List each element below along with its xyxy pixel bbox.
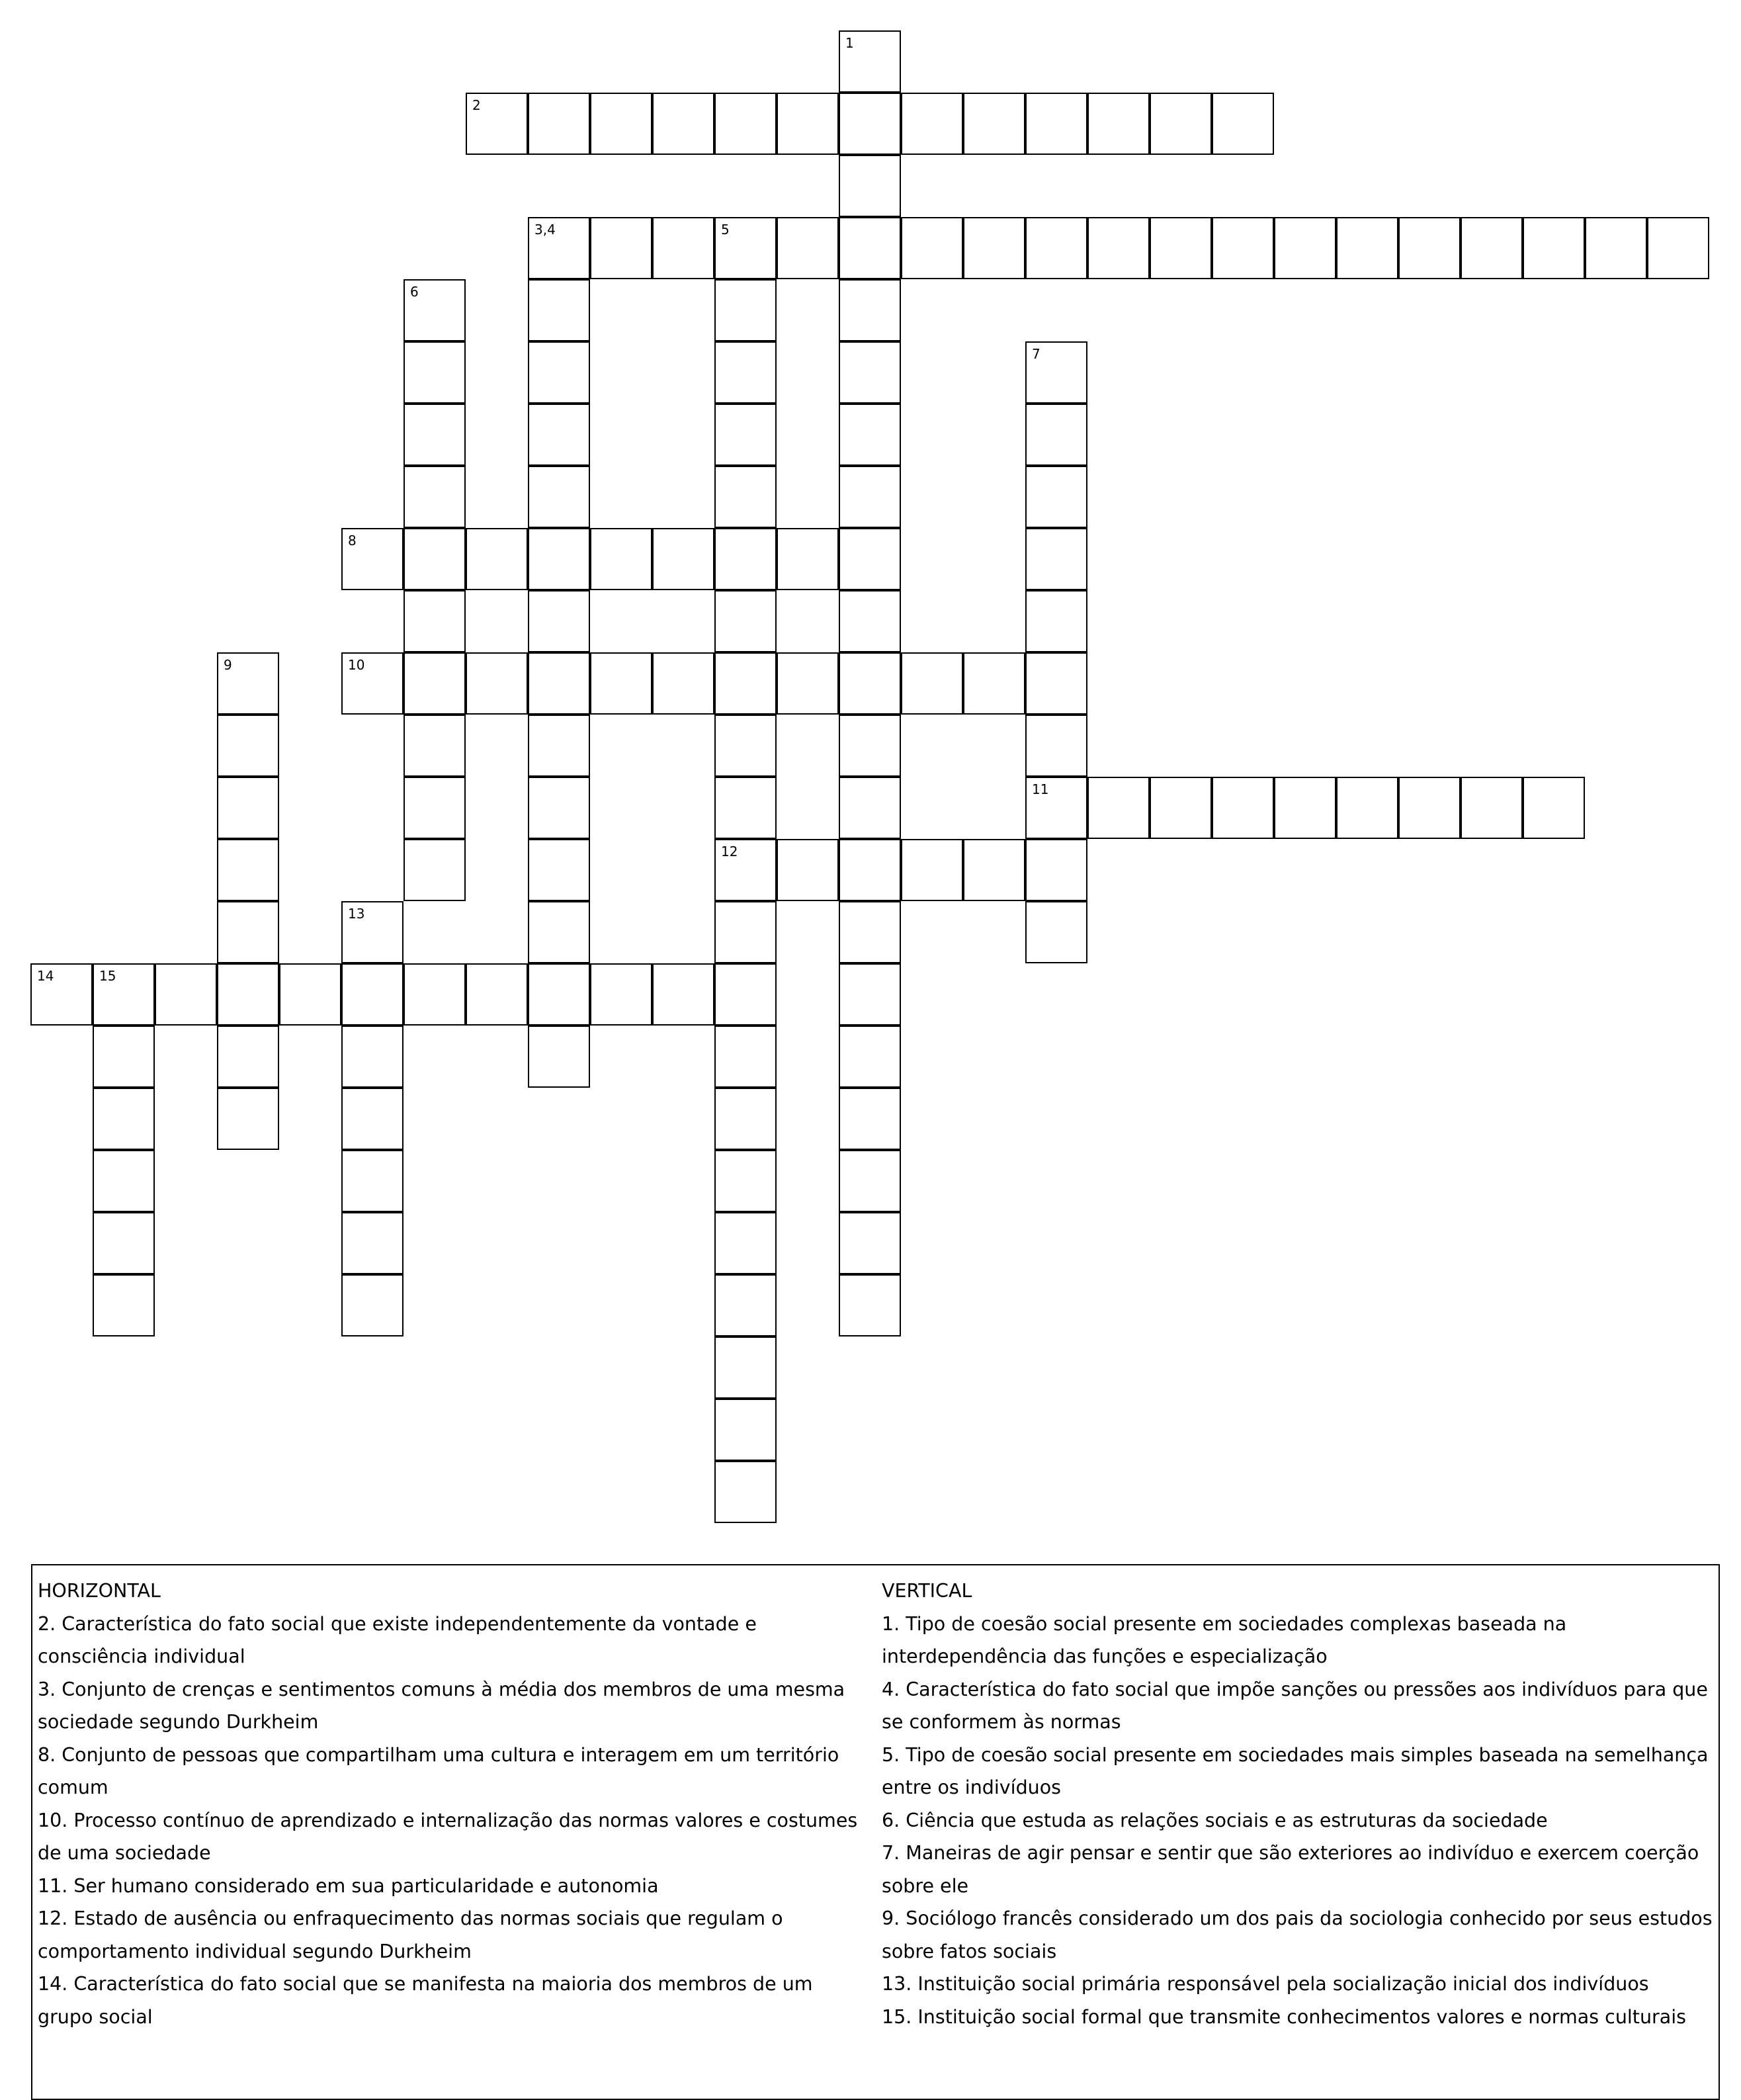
grid-cell[interactable] [341, 1150, 403, 1212]
grid-cell[interactable] [1025, 466, 1087, 528]
clue-vertical-6: 6. Ciência que estuda as relações sociais e as estruturas da sociedade [882, 1809, 1548, 1831]
grid-cell[interactable] [1647, 217, 1709, 279]
grid-cell[interactable] [777, 652, 839, 715]
grid-cell[interactable] [652, 652, 714, 715]
grid-cell[interactable] [1274, 217, 1336, 279]
grid-cell[interactable] [1087, 777, 1150, 839]
grid-cell[interactable] [901, 839, 963, 901]
clue-horizontal-11: 11. Ser humano considerado em sua particularidade e autonomia [38, 1874, 659, 1897]
clue-number: 7 [1032, 346, 1040, 362]
grid-cell[interactable] [93, 1274, 155, 1336]
grid-cell[interactable] [839, 93, 901, 155]
grid-cell[interactable] [901, 93, 963, 155]
grid-cell[interactable] [714, 1274, 777, 1336]
grid-cell[interactable] [403, 279, 466, 341]
grid-cell[interactable] [1025, 839, 1087, 901]
grid-cell[interactable] [528, 217, 590, 279]
grid-cell[interactable] [1150, 217, 1212, 279]
grid-cell[interactable] [466, 963, 528, 1026]
vertical-clues [882, 1575, 1717, 2033]
grid-cell[interactable] [93, 1212, 155, 1274]
grid-cell[interactable] [714, 963, 777, 1026]
grid-cell[interactable] [1212, 217, 1274, 279]
grid-cell[interactable] [714, 1150, 777, 1212]
grid-cell[interactable] [341, 1026, 403, 1088]
grid-cell[interactable] [714, 1212, 777, 1274]
grid-cell[interactable] [963, 839, 1025, 901]
grid-cell[interactable] [1523, 217, 1585, 279]
clue-vertical-9: 9. Sociólogo francês considerado um dos pais da sociologia conhecido por seus estudos sobre fatos sociais [882, 1907, 1713, 1962]
clue-number: 1 [845, 35, 854, 51]
grid-cell[interactable] [839, 466, 901, 528]
grid-cell[interactable] [403, 777, 466, 839]
grid-cell[interactable] [528, 590, 590, 652]
grid-cell[interactable] [466, 652, 528, 715]
grid-cell[interactable] [839, 155, 901, 217]
grid-cell[interactable] [217, 715, 279, 777]
clue-number: 10 [348, 657, 365, 673]
grid-cell[interactable] [963, 217, 1025, 279]
clue-number: 5 [721, 222, 730, 238]
grid-cell[interactable] [403, 466, 466, 528]
grid-cell[interactable] [714, 839, 777, 901]
vertical-heading: VERTICAL [882, 1580, 972, 1602]
grid-cell[interactable] [839, 839, 901, 901]
clue-number: 12 [721, 844, 738, 859]
grid-cell[interactable] [1212, 93, 1274, 155]
clue-number: 11 [1032, 781, 1049, 797]
grid-cell[interactable] [403, 528, 466, 590]
grid-cell[interactable] [652, 217, 714, 279]
grid-cell[interactable] [403, 590, 466, 652]
grid-cell[interactable] [217, 901, 279, 963]
grid-cell[interactable] [1025, 715, 1087, 777]
grid-cell[interactable] [528, 528, 590, 590]
horizontal-heading: HORIZONTAL [38, 1580, 161, 1602]
grid-cell[interactable] [30, 963, 93, 1026]
grid-cell[interactable] [714, 93, 777, 155]
grid-cell[interactable] [839, 528, 901, 590]
grid-cell[interactable] [839, 1150, 901, 1212]
grid-cell[interactable] [403, 341, 466, 404]
grid-cell[interactable] [403, 652, 466, 715]
grid-cell[interactable] [1025, 528, 1087, 590]
grid-cell[interactable] [714, 1088, 777, 1150]
grid-cell[interactable] [777, 839, 839, 901]
grid-cell[interactable] [155, 963, 217, 1026]
grid-cell[interactable] [901, 217, 963, 279]
grid-cell[interactable] [714, 590, 777, 652]
grid-cell[interactable] [1336, 217, 1398, 279]
grid-cell[interactable] [1025, 217, 1087, 279]
grid-cell[interactable] [839, 963, 901, 1026]
clue-number: 13 [348, 906, 365, 922]
grid-cell[interactable] [341, 1274, 403, 1336]
grid-cell[interactable] [714, 1336, 777, 1399]
grid-cell[interactable] [1025, 777, 1087, 839]
grid-cell[interactable] [714, 279, 777, 341]
grid-cell[interactable] [839, 341, 901, 404]
clue-horizontal-10: 10. Processo contínuo de aprendizado e internalização das normas valores e costumes de uma sociedade [38, 1809, 858, 1864]
grid-cell[interactable] [714, 404, 777, 466]
grid-cell[interactable] [341, 901, 403, 963]
grid-cell[interactable] [341, 528, 403, 590]
grid-cell[interactable] [341, 1212, 403, 1274]
grid-cell[interactable] [1025, 93, 1087, 155]
grid-cell[interactable] [714, 1026, 777, 1088]
grid-cell[interactable] [1025, 404, 1087, 466]
clue-number: 9 [224, 657, 232, 673]
clue-number: 2 [472, 97, 481, 113]
grid-cell[interactable] [839, 1274, 901, 1336]
grid-cell[interactable] [652, 963, 714, 1026]
grid-cell[interactable] [901, 652, 963, 715]
grid-cell[interactable] [528, 93, 590, 155]
grid-cell[interactable] [528, 341, 590, 404]
grid-cell[interactable] [590, 217, 652, 279]
grid-cell[interactable] [341, 652, 403, 715]
grid-cell[interactable] [1212, 777, 1274, 839]
grid-cell[interactable] [1087, 93, 1150, 155]
grid-cell[interactable] [652, 93, 714, 155]
grid-cell[interactable] [590, 963, 652, 1026]
clue-vertical-7: 7. Maneiras de agir pensar e sentir que são exteriores ao indivíduo e exercem coerção sobre ele [882, 1842, 1699, 1897]
grid-cell[interactable] [839, 715, 901, 777]
grid-cell[interactable] [528, 901, 590, 963]
grid-cell[interactable] [839, 279, 901, 341]
grid-cell[interactable] [528, 839, 590, 901]
grid-cell[interactable] [466, 93, 528, 155]
grid-cell[interactable] [714, 901, 777, 963]
grid-cell[interactable] [963, 652, 1025, 715]
grid-cell[interactable] [217, 1088, 279, 1150]
clue-number: 8 [348, 533, 357, 548]
grid-cell[interactable] [528, 1026, 590, 1088]
clue-vertical-1: 1. Tipo de coesão social presente em sociedades complexas baseada na interdependência das funções e especialização [882, 1612, 1567, 1667]
grid-cell[interactable] [714, 466, 777, 528]
clue-horizontal-12: 12. Estado de ausência ou enfraquecimento das normas sociais que regulam o comportamento individual segundo Durkheim [38, 1907, 783, 1962]
grid-cell[interactable] [93, 1026, 155, 1088]
clue-horizontal-14: 14. Característica do fato social que se manifesta na maioria dos membros de um grupo social [38, 1973, 813, 2028]
grid-cell[interactable] [839, 1212, 901, 1274]
grid-cell[interactable] [1585, 217, 1647, 279]
grid-cell[interactable] [466, 528, 528, 590]
grid-cell[interactable] [1025, 652, 1087, 715]
grid-cell[interactable] [1398, 777, 1461, 839]
grid-cell[interactable] [403, 715, 466, 777]
grid-cell[interactable] [528, 715, 590, 777]
grid-cell[interactable] [528, 652, 590, 715]
grid-cell[interactable] [1150, 93, 1212, 155]
grid-cell[interactable] [839, 1088, 901, 1150]
clue-number: 3,4 [534, 222, 556, 238]
grid-cell[interactable] [714, 528, 777, 590]
grid-cell[interactable] [1025, 901, 1087, 963]
grid-cell[interactable] [93, 1088, 155, 1150]
clue-horizontal-8: 8. Conjunto de pessoas que compartilham uma cultura e interagem em um território comum [38, 1743, 839, 1798]
grid-cell[interactable] [93, 1150, 155, 1212]
grid-cell[interactable] [714, 341, 777, 404]
grid-cell[interactable] [217, 839, 279, 901]
grid-cell[interactable] [839, 1026, 901, 1088]
grid-cell[interactable] [1461, 217, 1523, 279]
grid-cell[interactable] [217, 777, 279, 839]
grid-cell[interactable] [590, 528, 652, 590]
grid-cell[interactable] [714, 652, 777, 715]
grid-cell[interactable] [528, 404, 590, 466]
grid-cell[interactable] [1150, 777, 1212, 839]
grid-cell[interactable] [1025, 341, 1087, 404]
grid-cell[interactable] [590, 652, 652, 715]
grid-cell[interactable] [714, 1399, 777, 1461]
grid-cell[interactable] [839, 777, 901, 839]
clues-box [31, 1564, 1720, 2100]
grid-cell[interactable] [403, 839, 466, 901]
clue-vertical-4: 4. Característica do fato social que impõe sanções ou pressões aos indivíduos para que se conformem às normas [882, 1678, 1708, 1733]
clue-vertical-15: 15. Instituição social formal que transmite conhecimentos valores e normas culturais [882, 2005, 1686, 2028]
grid-cell[interactable] [1336, 777, 1398, 839]
grid-cell[interactable] [590, 93, 652, 155]
grid-cell[interactable] [839, 901, 901, 963]
grid-cell[interactable] [217, 1026, 279, 1088]
clue-vertical-5: 5. Tipo de coesão social presente em sociedades mais simples baseada na semelhança entre os indivíduos [882, 1743, 1709, 1798]
grid-cell[interactable] [1087, 217, 1150, 279]
clue-horizontal-2: 2. Característica do fato social que existe independentemente da vontade e consciência individual [38, 1612, 757, 1667]
grid-cell[interactable] [341, 963, 403, 1026]
grid-cell[interactable] [839, 404, 901, 466]
grid-cell[interactable] [839, 30, 901, 93]
grid-cell[interactable] [777, 217, 839, 279]
grid-cell[interactable] [279, 963, 341, 1026]
grid-cell[interactable] [714, 1461, 777, 1523]
grid-cell[interactable] [93, 963, 155, 1026]
clue-number: 6 [410, 284, 419, 300]
grid-cell[interactable] [528, 777, 590, 839]
grid-cell[interactable] [1398, 217, 1461, 279]
grid-cell[interactable] [217, 652, 279, 715]
grid-cell[interactable] [714, 777, 777, 839]
grid-cell[interactable] [963, 93, 1025, 155]
grid-cell[interactable] [839, 652, 901, 715]
grid-cell[interactable] [1025, 590, 1087, 652]
grid-cell[interactable] [652, 528, 714, 590]
grid-cell[interactable] [1461, 777, 1523, 839]
grid-cell[interactable] [403, 963, 466, 1026]
grid-cell[interactable] [714, 217, 777, 279]
grid-cell[interactable] [341, 1088, 403, 1150]
horizontal-clues [38, 1575, 872, 2033]
grid-cell[interactable] [528, 963, 590, 1026]
grid-cell[interactable] [839, 217, 901, 279]
clue-horizontal-3: 3. Conjunto de crenças e sentimentos comuns à média dos membros de uma mesma sociedade segundo Durkheim [38, 1678, 845, 1733]
grid-cell[interactable] [217, 963, 279, 1026]
grid-cell[interactable] [1523, 777, 1585, 839]
clue-vertical-13: 13. Instituição social primária responsável pela socialização inicial dos indivíduos [882, 1973, 1649, 1995]
grid-cell[interactable] [528, 466, 590, 528]
grid-cell[interactable] [528, 279, 590, 341]
clue-number: 14 [37, 968, 54, 984]
grid-cell[interactable] [777, 93, 839, 155]
grid-cell[interactable] [839, 590, 901, 652]
clue-number: 15 [99, 968, 116, 984]
grid-cell[interactable] [403, 404, 466, 466]
grid-cell[interactable] [777, 528, 839, 590]
grid-cell[interactable] [1274, 777, 1336, 839]
grid-cell[interactable] [714, 715, 777, 777]
